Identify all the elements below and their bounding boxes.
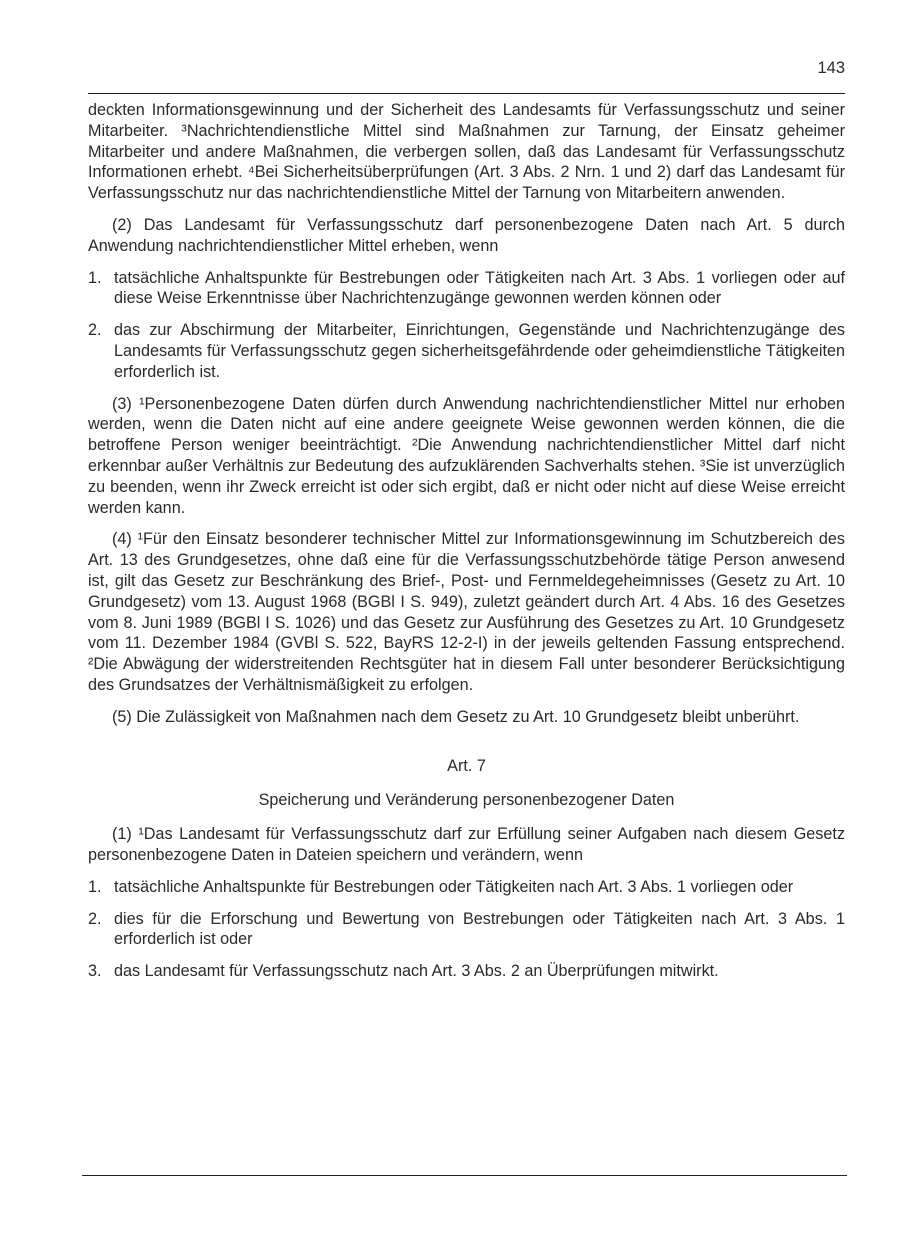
- list-item-number: 2.: [88, 909, 102, 928]
- list-item: [88, 877, 845, 898]
- article-paragraph-1: (1) ¹Das Landesamt für Verfassungsschutz darf zur Erfüllung seiner Aufgaben nach diesem Gesetz personenbezogene Daten in Dateien speichern und verändern, wenn: [88, 825, 845, 864]
- list-item: [88, 268, 845, 310]
- list-item-number: 1.: [88, 877, 102, 896]
- list-item: [88, 320, 845, 382]
- paragraph-3: (3) ¹Personenbezogene Daten dürfen durch Anwendung nachrichtendienstlicher Mittel nur erhoben werden, wenn die Daten nicht auf eine andere geeignete Weise gewonnen werden können, die die betroffene Person weniger beeinträchtigt. ²Die Anwendung nachrichtendienstlicher Mittel darf nicht erkennbar außer Verhältnis zur Bedeutung des aufzuklärenden Sachverhalts stehen. ³Sie ist unverzüglich zu beenden, wenn ihr Zweck erreicht ist oder sich ergibt, daß er nicht oder nicht auf diese Weise erreicht werden kann.: [88, 394, 845, 517]
- list-item-text: tatsächliche Anhaltspunkte für Bestrebungen oder Tätigkeiten nach Art. 3 Abs. 1 vorliegen oder: [114, 877, 794, 896]
- paragraph-5: (5) Die Zulässigkeit von Maßnahmen nach dem Gesetz zu Art. 10 Grundgesetz bleibt unberührt.: [112, 707, 800, 726]
- list-item-text: dies für die Erforschung und Bewertung von Bestrebungen oder Tätigkeiten nach Art. 3 Abs. 1 erforderlich ist oder: [114, 909, 845, 949]
- page-number: 143: [817, 59, 845, 77]
- list-item-number: 1.: [88, 268, 102, 287]
- footer-rule: [82, 1175, 847, 1176]
- article-heading: Art. 7: [447, 756, 486, 775]
- list-item-number: 2.: [88, 321, 102, 340]
- paragraph-continuation: deckten Informationsgewinnung und der Sicherheit des Landesamts für Verfassungsschutz und seiner Mitarbeiter. ³Nachrichtendienstliche Mittel sind Maßnahmen zur Tarnung, der Einsatz geheimer Mitarbeiter und andere Maßnahmen, die verbergen sollen, daß das Landesamt für Verfassungsschutz Informationen erhebt. ⁴Bei Sicherheitsüberprüfungen (Art. 3 Abs. 2 Nrn. 1 und 2) darf das Landesamt für Verfassungsschutz nur das nachrichtendienstliche Mittel der Tarnung von Mitarbeitern anwenden.: [88, 101, 845, 203]
- header-rule: [88, 93, 845, 94]
- paragraph-4: (4) ¹Für den Einsatz besonderer technischer Mittel zur Informationsgewinnung im Schutzbereich des Art. 13 des Grundgesetzes, ohne daß eine für die Verfassungsschutzbehörde tätige Person anwesend ist, gilt das Gesetz zur Beschränkung des Brief-, Post- und Fernmeldegeheimnisses (Gesetz zu Art. 10 Grundgesetz) vom 13. August 1968 (BGBl I S. 949), zuletzt geändert durch Art. 4 Abs. 16 des Gesetzes vom 8. Juni 1989 (BGBl I S. 1026) und das Gesetz zur Ausführung des Gesetzes zu Art. 10 Grundgesetz vom 11. Dezember 1984 (GVBl S. 522, BayRS 12-2-I) in der jeweils geltenden Fassung entsprechend. ²Die Abwägung der widerstreitenden Rechtsgüter hat in diesem Fall unter besonderer Berücksichtigung des Grundsatzes der Verhältnismäßigkeit zu erfolgen.: [88, 530, 845, 694]
- list-item: [88, 961, 845, 982]
- article-title: Speicherung und Veränderung personenbezogener Daten: [258, 791, 675, 810]
- list-item-text: tatsächliche Anhaltspunkte für Bestrebungen oder Tätigkeiten nach Art. 3 Abs. 1 vorliegen oder auf diese Weise Erkenntnisse über Nachrichtenzugänge gewonnen werden können oder: [114, 268, 845, 308]
- list-item: [88, 909, 845, 951]
- list-item-text: das Landesamt für Verfassungsschutz nach Art. 3 Abs. 2 an Überprüfungen mitwirkt.: [114, 962, 719, 981]
- list-item-number: 3.: [88, 962, 102, 981]
- paragraph-2: (2) Das Landesamt für Verfassungsschutz darf personenbezogene Daten nach Art. 5 durch Anwendung nachrichtendienstlicher Mittel erheben, wenn: [88, 215, 845, 255]
- list-item-text: das zur Abschirmung der Mitarbeiter, Einrichtungen, Gegenstände und Nachrichtenzugänge des Landesamts für Verfassungsschutz gegen sicherheitsgefährdende oder geheimdienstliche Tätigkeiten erforderlich ist.: [114, 321, 845, 381]
- document-body: [88, 100, 845, 993]
